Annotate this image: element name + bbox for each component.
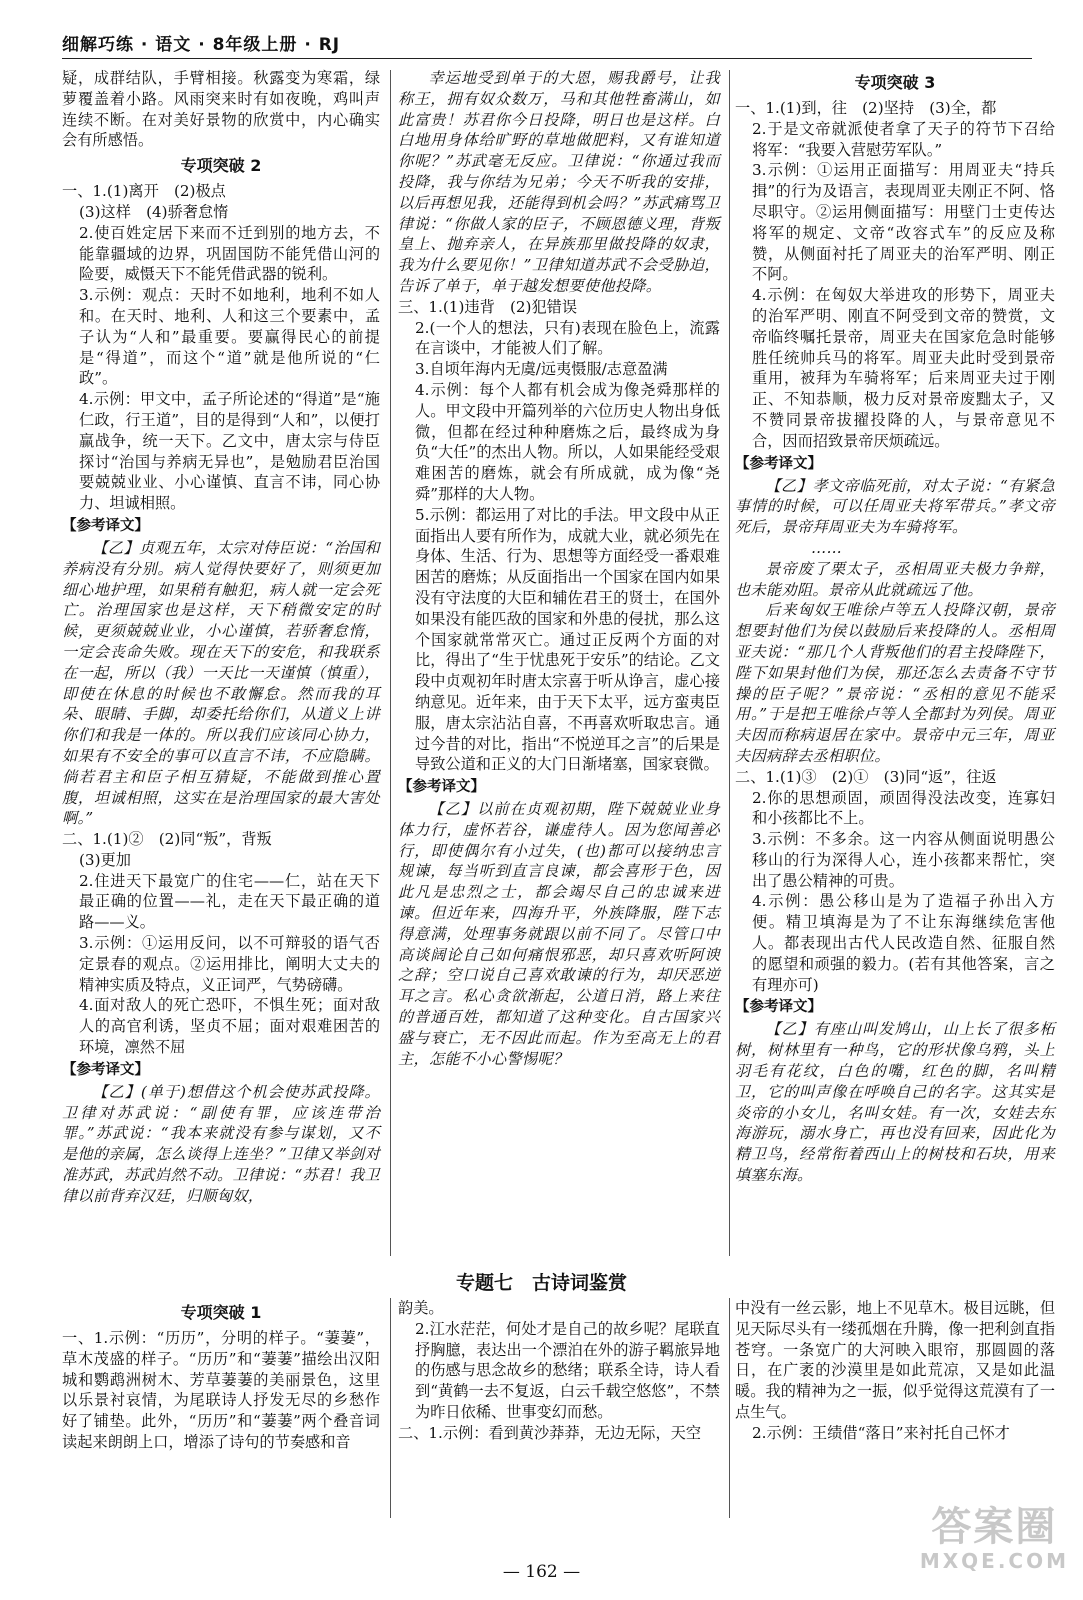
translation-paragraph: 【乙】贞观五年，太宗对侍臣说：“治国和养病没有分别。病人觉得快要好了，则须更加细心地护理，如果稍有触犯，病人就一定会死亡。治理国家也是这样，天下稍微安定的时候，更须兢兢业业，小心谨慎，若骄奢怠惰，一定会丧命失败。现在天下的安危，和我联系在一起，所以（我）一天比一天谨慎（慎重），即使在休息的时候也不敢懈怠。然而我的耳朵、眼睛、手脚，却委托给你们，从道义上讲你们和我是一体的。所以我们应该同心协力，如果有不安全的事可以直言不讳，不应隐瞒。倘若君主和臣子相互猜疑，不能做到推心置腹，坦诚相照，这实在是治理国家的最大害处啊。” (62, 538, 380, 828)
ellipsis-line: …… (811, 538, 842, 557)
answer-item: 2.(一个人的想法，只有)表现在脸色上，流露在言谈中，才能被人们了解。 (415, 318, 720, 358)
answer-item: 3.自顷年海内无虞/远夷慑服/志意盈满 (415, 360, 668, 379)
section-heading: 专项突破 2 (180, 156, 262, 176)
watermark-line2: MXQE.COM (919, 1549, 1069, 1573)
answer-item: 4.示例：在匈奴大举进攻的形势下，周亚夫的治军严明、刚直不阿受到文帝的赞赏，文帝临终嘱托景帝，周亚夫在国家危急时能够胜任统帅兵马的将军。周亚夫此时受到景帝重用，被拜为车骑将军；后来周亚夫过于刚正、不知恭顺，极力反对景帝废黜太子，又不赞同景帝拔擢投降的人，与景帝意见不合，因而招致景帝厌烦疏远。 (752, 286, 1055, 450)
reference-translation-label: 【参考译文】 (62, 517, 149, 534)
column-3 (735, 68, 1055, 1186)
translation-paragraph: 【乙】孝文帝临死前，对太子说：“有紧急事情的时候，可以任周亚夫将军带兵。”孝文帝死后，景帝拜周亚夫为车骑将军。 (735, 476, 1055, 537)
answer-item: (3)更加 (79, 850, 131, 869)
page-number: — 162 — (502, 1562, 581, 1582)
reference-translation-label: 【参考译文】 (735, 999, 822, 1016)
reference-translation-label: 【参考译文】 (398, 779, 485, 796)
answer-item: 4.示例：甲文中，孟子所论述的“得道”是“施仁政，行王道”，目的是得到“人和”，以便打赢战争，统一天下。乙文中，唐太宗与侍臣探讨“治国与养病无异也”，是勉励君臣治国要兢兢业业、小心谨慎、直言不讳，同心协力、坦诚相照。 (79, 390, 380, 513)
watermark-line1: 答案圈 (931, 1504, 1058, 1550)
section-heading: 专项突破 3 (854, 73, 936, 92)
answer-item: 3.示例：①运用反问，以不可辩驳的语气否定景春的观点。②运用排比，阐明大丈夫的精神实质及特点，义正词严，气势磅礴。 (79, 934, 380, 994)
answer-continuation: 韵美。 (398, 1299, 444, 1317)
translation-paragraph: 【乙】(单于)想借这个机会使苏武投降。卫律对苏武说：“副使有罪，应该连带治罪。”苏武说：“我本来就没有参与谋划，又不是他的亲属，怎么谈得上连坐？”卫律又举剑对准苏武，苏武岿然不动。卫律说：“苏君！我卫律以前背弃汉廷，归顺匈奴， (62, 1082, 380, 1205)
answer-item: 4.面对敌人的死亡恐吓，不惧生死；面对敌人的高官利诱，坚贞不屈；面对艰难困苦的环境，凛然不屈 (79, 996, 380, 1057)
column-1 (62, 68, 380, 1207)
column-6 (735, 1298, 1055, 1444)
answer-continuation: 中没有一丝云影，地上不见草木。极目远眺，但见天际尽头有一缕孤烟在升腾，像一把利剑直指苍穹。一条宽广的大河映入眼帘，那圆圆的落日，在广袤的沙漠里是如此荒凉，又是如此温暖。我的精神为之一振，似乎觉得这荒漠有了一点生气。 (735, 1299, 1055, 1421)
column-4 (62, 1298, 380, 1453)
answer-item: 二、1.示例：看到黄沙莽莽，无边无际，天空 (398, 1423, 702, 1442)
answer-item: 4.示例：愚公移山是为了造福子孙出入方便。精卫填海是为了不让东海继续危害他人。都表现出古代人民改造自然、征服自然的愿望和顽强的毅力。(若有其他答案，言之有理亦可) (752, 892, 1055, 994)
reference-translation-label: 【参考译文】 (735, 455, 822, 472)
answer-item: 2.使百姓定居下来而不迁到别的地方去，不能靠疆域的边界，巩固国防不能凭借山河的险要，威慑天下不能凭借武器的锐利。 (79, 223, 380, 284)
section-heading: 专项突破 1 (180, 1303, 262, 1322)
translation-paragraph: 后来匈奴王唯徐卢等五人投降汉朝，景帝想要封他们为侯以鼓励后来投降的人。丞相周亚夫说：“那几个人背叛他们的君主投降陛下，陛下如果封他们为侯，那还怎么去责备不守节操的臣子呢？”景帝说：“丞相的意见不能采用。”于是把王唯徐卢等人全都封为列侯。周亚夫因而称病退居在家中。景帝中元三年，周亚夫因病辞去丞相职位。 (735, 601, 1055, 765)
answer-item: 一、1.(1)离开 (2)极点 (62, 182, 226, 201)
running-header: 细解巧练 · 语文 · 8年级上册 · RJ (62, 35, 341, 55)
translation-paragraph: 【乙】以前在贞观初期，陛下兢兢业业身体力行，虚怀若谷，谦虚待人。因为您闻善必行，即使偶尔有小过失，(也)都可以接纳忠言规谏，每当听到直言良谏，都会喜形于色，因此凡是忠烈之士，都会竭尽自己的忠诚来进谏。但近年来，四海升平，外族降服，陛下志得意满，处理事务就跟以前不同了。尽管口中高谈阔论自己如何痛恨邪恶，却只喜欢听阿谀之辞；空口说自己喜欢敢谏的行为，却厌恶逆耳之言。私心贪欲渐起，公道日消，路上来往的普通百姓，都知道了这种变化。自古国家兴盛与衰亡，无不因此而起。作为至高无上的君主，怎能不小心警惕呢？ (398, 800, 720, 1068)
answer-item: 3.示例：①运用正面描写：用周亚夫“持兵揖”的行为及语言，表现周亚夫刚正不阿、恪尽职守。②运用侧面描写：用壁门士吏传达将军的规定、文帝“改容式车”的反应及称赞，从侧面衬托了周亚夫的治军严明、刚正不阿。 (752, 161, 1055, 284)
column-divider-1 (390, 70, 391, 1256)
answer-item: 5.示例：都运用了对比的手法。甲文段中从正面指出人要有所作为，成就大业，就必须先在身体、生活、行为、思想等方面经受一番艰难困苦的磨炼；从反面指出一个国家在国内如果没有守法度的大臣和辅佐君王的贤士，在国外如果没有能匹敌的国家和外患的侵扰，那么这个国家就常常灭亡。通过正反两个方面的对比，得出了“生于忧患死于安乐”的结论。乙文段中贞观初年时唐太宗喜于听从诤言，虚心接纳意见。近年来，由于天下太平，远方蛮夷臣服，唐太宗沾沾自喜，不再喜欢听取忠言。通过今昔的对比，指出“不悦逆耳之言”的后果是导致公道和正义的大门日渐堵塞，国家衰微。 (415, 505, 720, 774)
column-divider-2 (729, 70, 730, 1256)
answer-item: (3)这样 (4)骄奢怠惰 (79, 202, 229, 221)
answer-item: 2.你的思想顽固，顽固得没法改变，连寡妇和小孩都比不上。 (752, 788, 1055, 828)
answer-item: 3.示例：不多余。这一内容从侧面说明愚公移山的行为深得人心，连小孩都来帮忙，突出了愚公精神的可贵。 (752, 830, 1055, 890)
column-5 (398, 1298, 720, 1444)
answer-item: 二、1.(1)③ (2)① (3)同“返”，往返 (735, 767, 997, 786)
answer-item: 4.示例：每个人都有机会成为像尧舜那样的人。甲文段中开篇列举的六位历史人物出身低微，但都在经过种种磨炼之后，最终成为身负“大任”的杰出人物。所以，人如果能经受艰难困苦的磨炼，就会有所成就，成为像“尧舜”那样的大人物。 (415, 380, 720, 503)
answer-item: 2.示例：王绩借“落日”来衬托自己怀才 (752, 1423, 1010, 1442)
answer-item: 2.住进天下最宽广的住宅——仁，站在天下最正确的位置——礼，走在天下最正确的道路——义。 (79, 871, 380, 932)
translation-paragraph: 【乙】有座山叫发鸠山，山上长了很多柘树，树林里有一种鸟，它的形状像乌鸦，头上羽毛有花纹，白色的嘴，红色的脚，名叫精卫，它的叫声像在呼唤自己的名字。这其实是炎帝的小女儿，名叫女娃。有一次，女娃去东海游玩，溺水身亡，再也没有回来，因此化为精卫鸟，经常衔着西山上的树枝和石块，用来填塞东海。 (735, 1020, 1055, 1185)
translation-paragraph: 景帝废了栗太子，丞相周亚夫极力争辩，也未能劝阻。景帝从此就疏远了他。 (735, 559, 1055, 599)
column-divider-4 (729, 1298, 730, 1518)
answer-item: 三、1.(1)违背 (2)犯错误 (398, 297, 578, 316)
answer-item: 二、1.(1)② (2)同“叛”，背叛 (62, 830, 272, 849)
column-divider-3 (390, 1298, 391, 1518)
translation-paragraph: 幸运地受到单于的大恩，赐我爵号，让我称王，拥有奴众数万，马和其他牲畜满山，如此富贵！苏君你今日投降，明日也是这样。白白地用身体给旷野的草地做肥料，又有谁知道你呢？”苏武毫无反应。卫律说：“你通过我而投降，我与你结为兄弟；今天不听我的安排，以后再想见我，还能得到机会吗？”苏武痛骂卫律说：“你做人家的臣子，不顾恩德义理，背叛皇上、抛弃亲人，在异族那里做投降的奴隶，我为什么要见你！”卫律知道苏武不会受胁迫，告诉了单于，单于越发想要使他投降。 (398, 69, 720, 295)
answer-item: 2.江水茫茫，何处才是自己的故乡呢？尾联直抒胸臆，表达出一个漂泊在外的游子羁旅异地的伤感与思念故乡的愁绪；联系全诗，诗人看到“黄鹤一去不复返，白云千载空悠悠”，不禁为昨日依稀、世事变幻而愁。 (415, 1319, 720, 1421)
answer-item: 疑，成群结队，手臂相接。秋露变为寒霜，绿萝覆盖着小路。风雨突来时有如夜晚，鸡叫声连续不断。在对美好景物的欣赏中，内心确实会有所感悟。 (62, 69, 380, 150)
answer-item: 一、1.示例：“历历”，分明的样子。“萋萋”，草木茂盛的样子。“历历”和“萋萋”描绘出汉阳城和鹦鹉洲树木、芳草萋萋的美丽景色，这里以乐景衬哀情，为尾联诗人抒发无尽的乡愁作好了铺垫。此外，“历历”和“萋萋”两个叠音词读起来朗朗上口，增添了诗句的节奏感和音 (62, 1329, 380, 1451)
answer-item: 2.于是文帝就派使者拿了天子的符节下召给将军：“我要入营慰劳军队。” (752, 119, 1055, 159)
answer-item: 一、1.(1)到，往 (2)坚持 (3)全，都 (735, 99, 997, 117)
answer-item: 3.示例：观点：天时不如地利，地利不如人和。在天时、地利、人和这三个要素中，孟子认为“人和”最重要。要赢得民心的前提是“得道”，而这个“道”就是他所说的“仁政”。 (79, 286, 380, 388)
header-rule (62, 58, 1032, 59)
watermark-logo (920, 1505, 1069, 1573)
reference-translation-label: 【参考译文】 (62, 1061, 149, 1078)
topic-title: 专题七 古诗词鉴赏 (455, 1272, 627, 1294)
column-2 (398, 68, 720, 1069)
